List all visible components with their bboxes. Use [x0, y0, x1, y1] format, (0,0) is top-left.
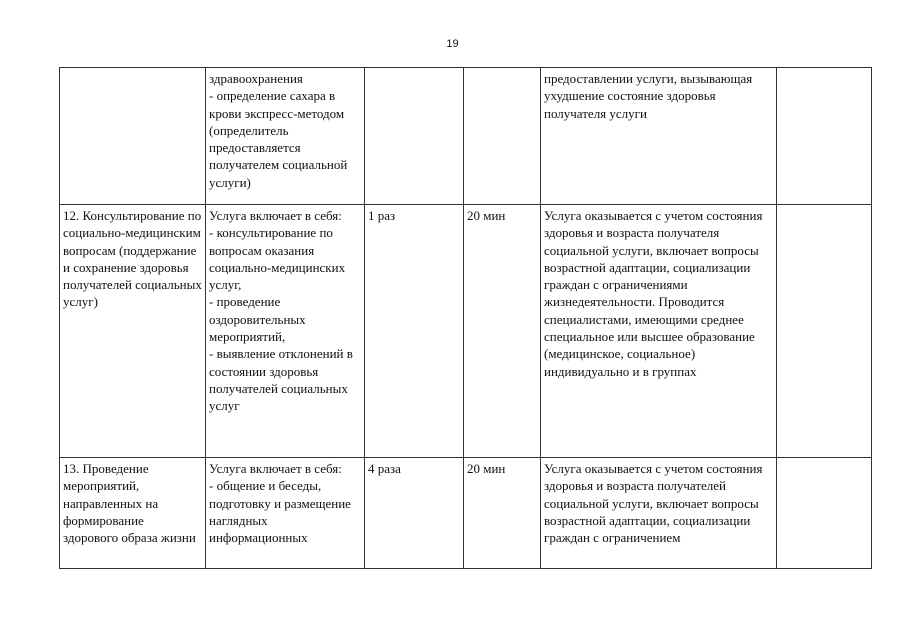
frequency-cell: 1 раз	[365, 205, 464, 458]
duration-cell	[464, 68, 541, 205]
extra-cell	[777, 68, 872, 205]
conditions-cell: предоставлении услуги, вызывающая ухудшение состояние здоровья получателя услуги	[541, 68, 777, 205]
duration-cell: 20 мин	[464, 458, 541, 569]
service-name-cell	[60, 68, 206, 205]
frequency-cell	[365, 68, 464, 205]
table-row	[60, 68, 872, 205]
table-row	[60, 458, 872, 569]
duration-cell: 20 мин	[464, 205, 541, 458]
service-content-cell: Услуга включает в себя: - консультирование по вопросам оказания социально-медицинских услуг, - проведение оздоровительных мероприятий, - выявление отклонений в состоянии здоровья получателей социальных услуг	[206, 205, 365, 458]
conditions-cell: Услуга оказывается с учетом состояния здоровья и возраста получателей социальной услуги, включает вопросы возрастной адаптации, социализации граждан с ограничением	[541, 458, 777, 569]
extra-cell	[777, 458, 872, 569]
service-content-cell: Услуга включает в себя: - общение и беседы, подготовку и размещение наглядных информационных	[206, 458, 365, 569]
service-content-cell: здравоохранения - определение сахара в крови экспресс-методом (определитель предоставляется получателем социальной услуги)	[206, 68, 365, 205]
page-number: 19	[446, 38, 459, 50]
frequency-cell: 4 раза	[365, 458, 464, 569]
conditions-cell: Услуга оказывается с учетом состояния здоровья и возраста получателя социальной услуги, включает вопросы возрастной адаптации, социализации граждан с ограничениями жизнедеятельности. Проводится специалистами, имеющими среднее специальное или высшее образование (медицинское, социальное) индивидуально и в группах	[541, 205, 777, 458]
service-name-cell: 12. Консультирование по социально-медицинским вопросам (поддержание и сохранение здоровья получателей социальных услуг)	[60, 205, 206, 458]
service-name-cell: 13. Проведение мероприятий, направленных на формирование здорового образа жизни	[60, 458, 206, 569]
extra-cell	[777, 205, 872, 458]
table-row	[60, 205, 872, 458]
services-table	[59, 67, 872, 569]
